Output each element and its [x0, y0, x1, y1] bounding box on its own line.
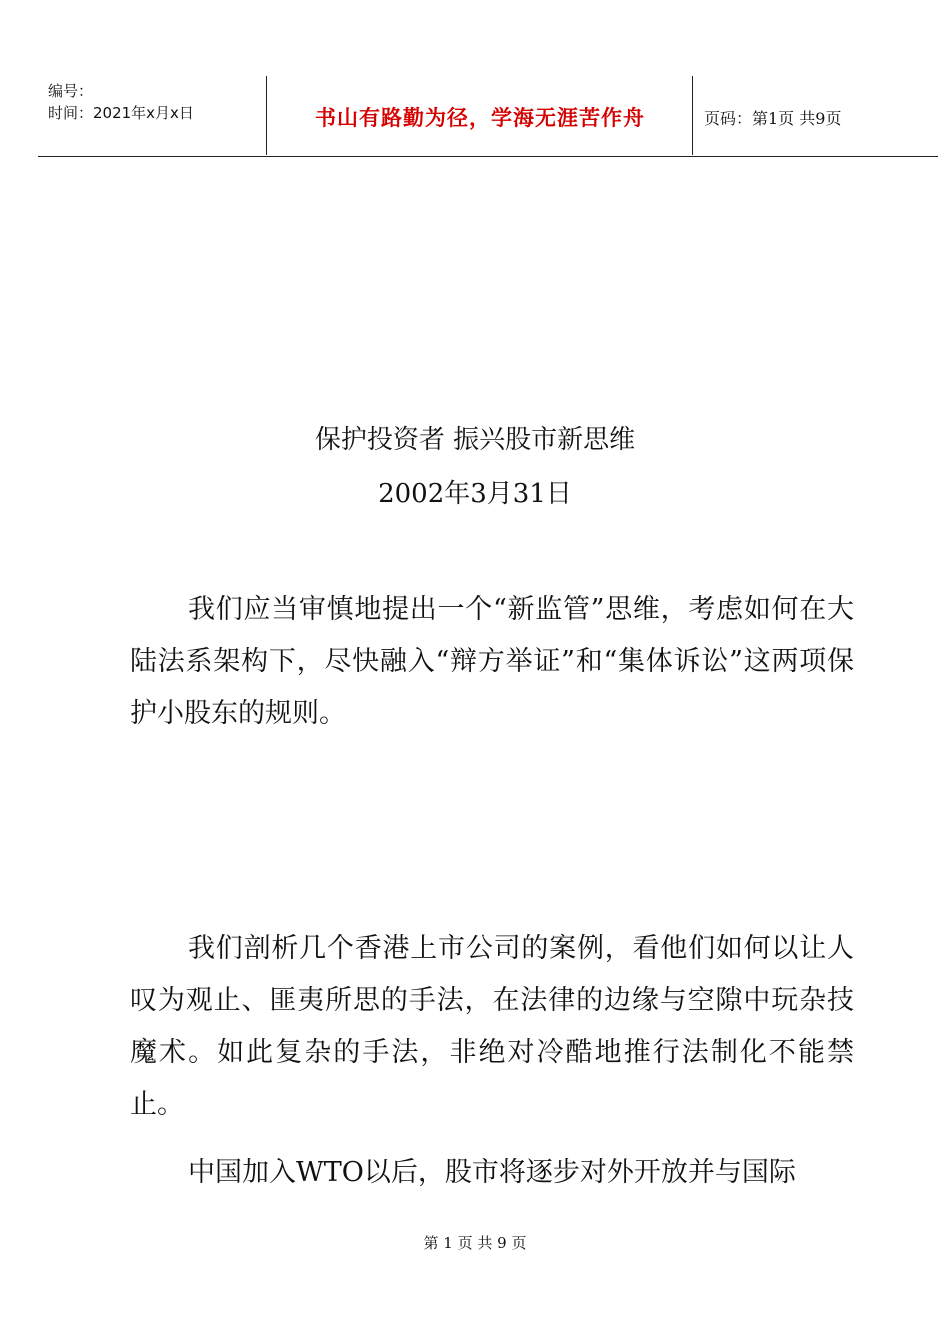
- document-title: 保护投资者 振兴股市新思维: [314, 425, 636, 455]
- page-footer: 第 1 页 共 9 页: [423, 1234, 527, 1252]
- paragraph-1: 我们应当审慎地提出一个“新监管”思维，考虑如何在大陆法系架构下，尽快融入“辩方举证”和“集体诉讼”这两项保护小股东的规则。: [130, 594, 854, 729]
- page-header: [38, 76, 938, 157]
- header-motto: 书山有路勤为径，学海无涯苦作舟: [315, 106, 645, 130]
- header-meta: [48, 80, 194, 124]
- header-page-number: 页码：第1页 共9页: [704, 109, 842, 128]
- document-date: 2002年3月31日: [378, 479, 572, 509]
- header-divider-left: [266, 76, 267, 155]
- header-divider-right: [692, 76, 693, 155]
- document-time-label: 时间：2021年x月x日: [48, 104, 194, 122]
- paragraph-3: 中国加入WTO以后，股市将逐步对外开放并与国际: [188, 1157, 796, 1188]
- paragraph-2: 我们剖析几个香港上市公司的案例，看他们如何以让人叹为观止、匪夷所思的手法，在法律的边缘与空隙中玩杂技魔术。如此复杂的手法，非绝对冷酷地推行法制化不能禁止。: [130, 933, 854, 1120]
- document-number-label: 编号：: [48, 82, 94, 100]
